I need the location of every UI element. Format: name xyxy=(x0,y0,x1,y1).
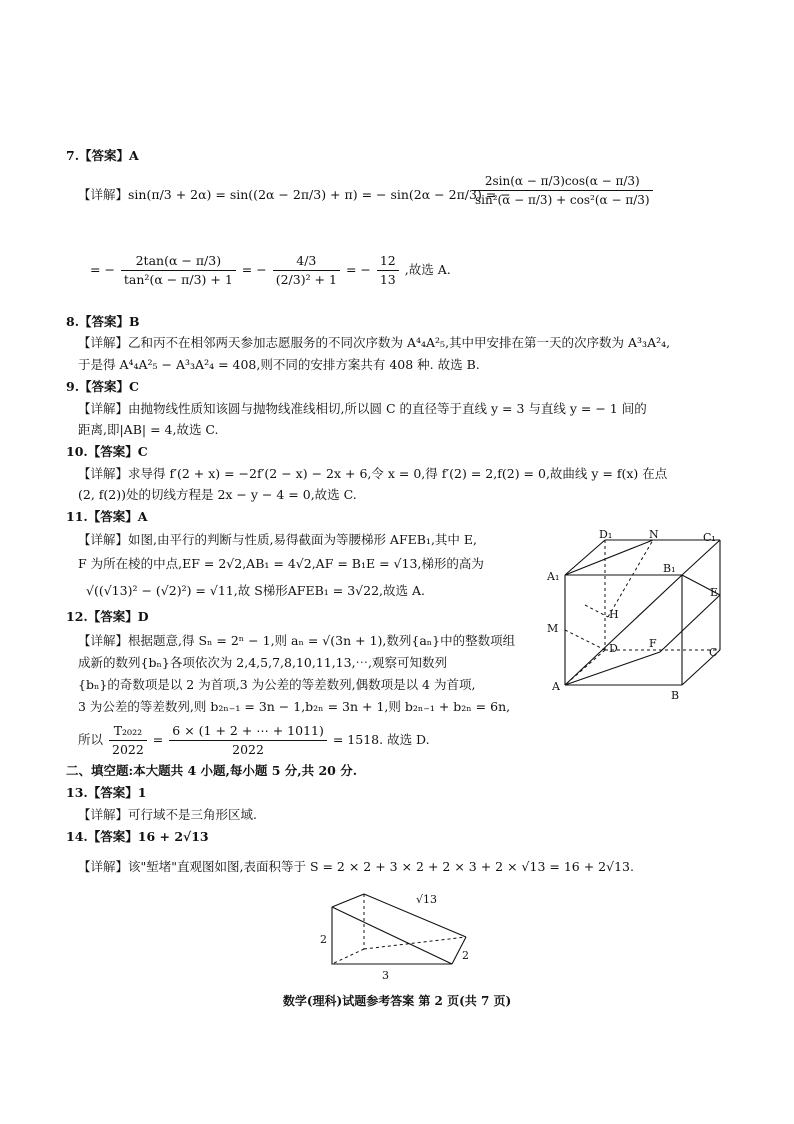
q7-frac1-den: sin²(α − π/3) + cos²(α − π/3) xyxy=(475,193,650,207)
prism-label-left: 2 xyxy=(320,933,327,946)
q12-line4: 3 为公差的等差数列,则 b₂ₙ₋₁ = 3n − 1,b₂ₙ = 3n + 1,则 b₂ₙ₋₁ + b₂ₙ = 6n, xyxy=(78,699,511,714)
prism-label-bottom: 3 xyxy=(382,969,389,982)
prism-top-slant-edge xyxy=(364,894,466,937)
q10-line1: 【详解】求导得 f′(2 + x) = −2f′(2 − x) − 2x + 6,令 x = 0,得 f′(2) = 2,f(2) = 0,故曲线 y = f(x) 在点 xyxy=(78,466,668,481)
q7-detail-label: 【详解】 xyxy=(78,187,129,202)
q10-line2: (2, f(2))处的切线方程是 2x − y − 4 = 0,故选 C. xyxy=(78,487,357,502)
hidden-line-m-d xyxy=(565,630,605,650)
q7-frac1-num: 2sin(α − π/3)cos(α − π/3) xyxy=(472,172,653,191)
q9-answer: 9.【答案】C xyxy=(66,379,139,394)
q7-frac4-den: 13 xyxy=(379,272,396,287)
label-d: D xyxy=(609,642,618,655)
line-b1-a xyxy=(565,575,682,685)
label-c: C xyxy=(709,646,718,659)
edge-b1-c1 xyxy=(682,540,720,575)
line-f-e xyxy=(660,595,720,652)
label-m: M xyxy=(547,622,559,635)
q12-answer: 12.【答案】D xyxy=(66,609,149,624)
q7-frac1 xyxy=(470,172,655,209)
q7-frac3-num: 4/3 xyxy=(273,252,340,271)
prism-label-top: √13 xyxy=(416,893,438,906)
label-a1: A₁ xyxy=(547,570,560,583)
cube-diagram xyxy=(545,530,725,700)
line-a1-n xyxy=(565,540,653,575)
q7-answer: 7.【答案】A xyxy=(66,148,139,163)
prism-diagram xyxy=(312,887,492,982)
q11-line1: 【详解】如图,由平行的判断与性质,易得截面为等腰梯形 AFEB₁,其中 E, xyxy=(78,532,477,547)
q11-line2: F 为所在棱的中点,EF = 2√2,AB₁ = 4√2,AF = B₁E = √13,梯形的高为 xyxy=(78,556,484,571)
q7-frac3-den: (2/3)² + 1 xyxy=(275,272,337,287)
hidden-line-h-n xyxy=(608,540,653,617)
q7-eq-minus: = − xyxy=(345,262,371,277)
label-c1: C₁ xyxy=(703,531,716,544)
prism-top-left-edge xyxy=(332,894,364,907)
label-e: E xyxy=(710,586,719,599)
q7-line2-lead: = − xyxy=(90,262,115,277)
q13-answer: 13.【答案】1 xyxy=(66,785,147,800)
label-b1: B₁ xyxy=(663,562,676,575)
q12-line5-tail: = 1518. 故选 D. xyxy=(332,732,430,747)
q7-frac2-den: tan²(α − π/3) + 1 xyxy=(123,272,233,287)
q8-answer: 8.【答案】B xyxy=(66,314,140,329)
prism-hidden-bottom xyxy=(332,949,364,964)
q7-mid-eq: = − xyxy=(241,262,267,277)
q12-line1: 【详解】根据题意,得 Sₙ = 2ⁿ − 1,则 aₙ = √(3n + 1),数列{aₙ}中的整数项组 xyxy=(78,633,516,648)
q12-line5-eq: = xyxy=(152,732,164,747)
q7-detail-line1 xyxy=(78,186,511,204)
q11-line3: √((√13)² − (√2)²) = √11,故 S梯形AFEB₁ = 3√22,故选 A. xyxy=(86,583,425,598)
q7-frac2-num: 2tan(α − π/3) xyxy=(121,252,236,271)
q8-line2: 于是得 A⁴₄A²₅ − A³₃A²₄ = 408,则不同的安排方案共有 408 种. 故选 B. xyxy=(78,357,480,372)
q11-answer: 11.【答案】A xyxy=(66,509,148,524)
q12-line3: {bₙ}的奇数项是以 2 为首项,3 为公差的等差数列,偶数项是以 4 为首项, xyxy=(78,677,476,692)
section-2-heading: 二、填空题:本大题共 4 小题,每小题 5 分,共 20 分. xyxy=(66,763,358,778)
line-a-f xyxy=(565,652,660,685)
q12-frac-a-den: 2022 xyxy=(112,742,144,757)
q9-line2: 距离,即|AB| = 4,故选 C. xyxy=(78,422,219,437)
label-b: B xyxy=(671,689,680,700)
label-a: A xyxy=(552,680,560,693)
label-d1: D₁ xyxy=(599,530,613,541)
q7-tail: ,故选 A. xyxy=(404,262,451,277)
q12-line2: 成新的数列{bₙ}各项依次为 2,4,5,7,8,10,11,13,⋯,观察可知数列 xyxy=(78,655,448,670)
label-h: H xyxy=(609,608,619,621)
label-f: F xyxy=(649,637,657,650)
q12-frac-b-den: 2022 xyxy=(232,742,264,757)
prism-label-right: 2 xyxy=(462,949,469,962)
q9-line1: 【详解】由抛物线性质知该圆与抛物线准线相切,所以圆 C 的直径等于直线 y = 3 与直线 y = − 1 间的 xyxy=(78,401,647,416)
q12-frac-a-num: T₂₀₂₂ xyxy=(109,722,147,741)
q8-line1: 【详解】乙和丙不在相邻两天参加志愿服务的不同次序数为 A⁴₄A²₅,其中甲安排在第一天的次序数为 A³₃A²₄, xyxy=(78,335,671,350)
q7-frac4-num: 12 xyxy=(377,252,399,271)
q7-line1: sin(π/3 + 2α) = sin((2α − 2π/3) + π) = − sin(2α − 2π/3) = − xyxy=(128,187,511,202)
q12-line5-lead: 所以 xyxy=(78,732,104,747)
q13-line1: 【详解】可行域不是三角形区域. xyxy=(78,807,257,822)
edge-a1-d1 xyxy=(565,540,605,575)
q12-line5 xyxy=(78,722,430,759)
page-footer: 数学(理科)试题参考答案 第 2 页(共 7 页) xyxy=(282,994,512,1008)
q7-line2 xyxy=(90,252,451,289)
q10-answer: 10.【答案】C xyxy=(66,444,148,459)
label-n: N xyxy=(649,530,659,541)
prism-hidden-back xyxy=(364,937,466,949)
q14-answer: 14.【答案】16 + 2√13 xyxy=(66,829,209,844)
q14-line1: 【详解】该"堑堵"直观图如图,表面积等于 S = 2 × 2 + 3 × 2 + 2 × 3 + 2 × √13 = 16 + 2√13. xyxy=(78,859,634,874)
prism-front-face xyxy=(332,907,452,964)
q12-frac-b-num: 6 × (1 + 2 + ⋯ + 1011) xyxy=(169,722,327,741)
